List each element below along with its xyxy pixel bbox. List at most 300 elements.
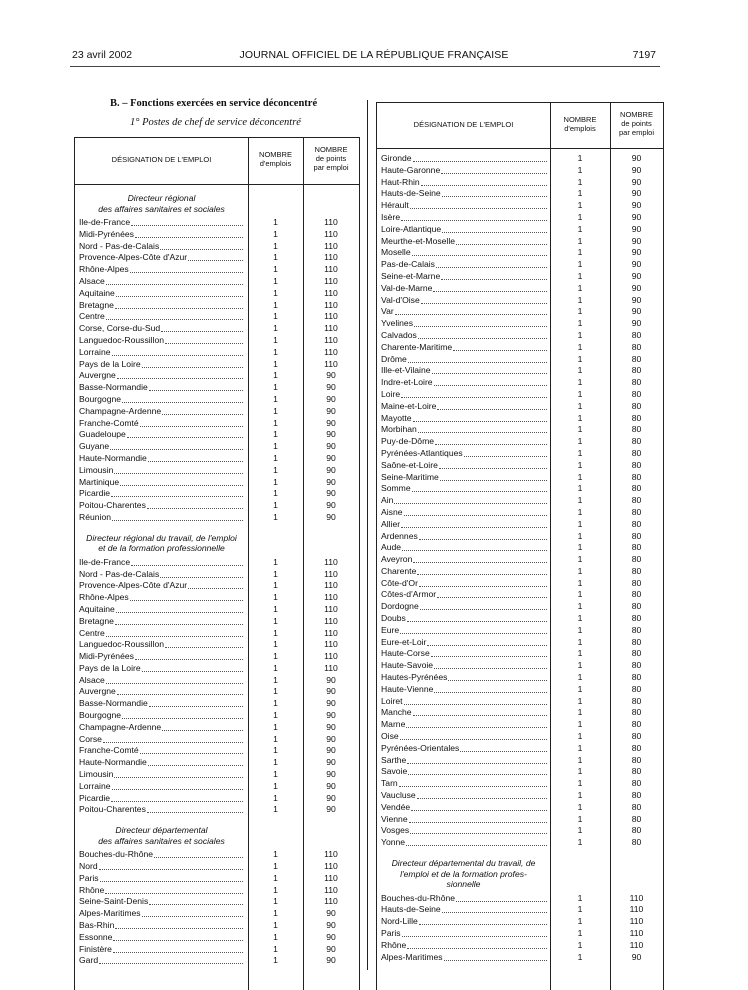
leader-dots [400, 739, 547, 740]
row-designation: Hauts-de-Seine [381, 188, 441, 199]
row-designation: Ille-et-Vilaine [381, 365, 431, 376]
table-row [377, 507, 663, 519]
table-row [377, 295, 663, 307]
leader-dots [162, 414, 243, 415]
row-nombre-points: 90 [326, 780, 336, 791]
table-row [377, 165, 663, 177]
table-row [75, 241, 359, 253]
row-designation: Bourgogne [79, 393, 122, 404]
row-designation: Rhône-Alpes [79, 592, 129, 603]
row-designation: Centre [79, 627, 105, 638]
row-nombre-points: 80 [631, 731, 642, 742]
leader-dots [394, 503, 547, 504]
table-row [75, 885, 359, 897]
row-nombre-emplois: 1 [577, 282, 583, 293]
row-nombre-emplois: 1 [273, 264, 278, 275]
leader-dots [400, 633, 547, 634]
row-designation: Aquitaine [79, 603, 115, 614]
leader-dots [437, 409, 547, 410]
row-nombre-emplois: 1 [273, 580, 278, 591]
table-row [377, 460, 663, 472]
table-row [377, 365, 663, 377]
row-nombre-points: 90 [326, 686, 336, 697]
row-nombre-emplois: 1 [273, 615, 278, 626]
row-designation: Midi-Pyrénées [79, 651, 134, 662]
row-nombre-emplois: 1 [273, 849, 278, 860]
row-nombre-points: 80 [631, 813, 642, 824]
row-nombre-emplois: 1 [273, 769, 278, 780]
leader-dots [417, 574, 547, 575]
row-nombre-emplois: 1 [273, 780, 278, 791]
table-row [75, 500, 359, 512]
row-nombre-points: 90 [631, 200, 642, 211]
table-row [377, 436, 663, 448]
row-nombre-points: 90 [326, 441, 336, 452]
table-row [377, 531, 663, 543]
table-row [377, 952, 663, 964]
row-nombre-points: 110 [324, 240, 338, 251]
table-row [75, 557, 359, 569]
row-designation: Aveyron [381, 554, 413, 565]
row-nombre-points: 90 [326, 500, 336, 511]
row-nombre-points: 90 [631, 223, 642, 234]
row-designation: Seine-Maritime [381, 471, 439, 482]
row-designation: Seine-Saint-Denis [79, 896, 149, 907]
leader-dots [442, 196, 547, 197]
row-nombre-emplois: 1 [273, 441, 278, 452]
leader-dots [404, 704, 547, 705]
row-nombre-emplois: 1 [273, 639, 278, 650]
row-designation: Meurthe-et-Moselle [381, 235, 456, 246]
row-designation: Alpes-Maritimes [381, 951, 443, 962]
leader-dots [106, 636, 243, 637]
row-nombre-emplois: 1 [577, 719, 583, 730]
leader-dots [188, 260, 243, 261]
leader-dots [130, 272, 243, 273]
row-nombre-points: 110 [629, 904, 644, 915]
leader-dots [117, 694, 243, 695]
leader-dots [122, 402, 243, 403]
row-nombre-points: 110 [324, 615, 338, 626]
row-nombre-emplois: 1 [273, 334, 278, 345]
leader-dots [131, 225, 243, 226]
row-designation: Paris [79, 872, 99, 883]
row-nombre-emplois: 1 [273, 884, 278, 895]
row-nombre-emplois: 1 [273, 311, 278, 322]
row-nombre-emplois: 1 [577, 892, 583, 903]
table-row [75, 734, 359, 746]
table-row [75, 698, 359, 710]
row-nombre-points: 90 [631, 282, 642, 293]
row-nombre-emplois: 1 [273, 710, 278, 721]
row-designation: Pas-de-Calais [381, 259, 435, 270]
row-nombre-points: 80 [631, 565, 642, 576]
leader-dots [140, 426, 243, 427]
row-nombre-emplois: 1 [577, 424, 583, 435]
row-nombre-emplois: 1 [577, 400, 583, 411]
row-nombre-emplois: 1 [273, 920, 278, 931]
row-nombre-emplois: 1 [577, 660, 583, 671]
leader-dots [419, 924, 547, 925]
row-designation: Yonne [381, 837, 406, 848]
row-nombre-points: 80 [631, 695, 642, 706]
row-nombre-points: 80 [631, 589, 642, 600]
row-nombre-points: 80 [631, 542, 642, 553]
row-designation: Maine-et-Loire [381, 400, 437, 411]
row-designation: Côte-d'Or [381, 577, 418, 588]
leader-dots [414, 326, 547, 327]
row-nombre-emplois: 1 [577, 801, 583, 812]
leader-dots [460, 751, 547, 752]
leader-dots [162, 730, 243, 731]
row-nombre-points: 90 [631, 318, 642, 329]
row-nombre-emplois: 1 [577, 904, 583, 915]
row-nombre-points: 90 [326, 955, 336, 966]
leader-dots [112, 520, 243, 521]
leader-dots [149, 390, 243, 391]
leader-dots [112, 355, 243, 356]
row-designation: Doubs [381, 613, 406, 624]
row-nombre-emplois: 1 [273, 872, 278, 883]
leader-dots [419, 539, 547, 540]
row-nombre-points: 90 [326, 733, 336, 744]
row-nombre-points: 110 [629, 916, 644, 927]
table-row [377, 330, 663, 342]
row-nombre-emplois: 1 [577, 565, 583, 576]
row-nombre-points: 80 [631, 624, 642, 635]
row-nombre-emplois: 1 [273, 651, 278, 662]
table-row [377, 342, 663, 354]
header-nombre-emplois: NOMBRE d'emplois [259, 150, 292, 168]
row-designation: Basse-Normandie [79, 698, 148, 709]
row-nombre-emplois: 1 [273, 757, 278, 768]
row-nombre-emplois: 1 [273, 896, 278, 907]
table-row [75, 757, 359, 769]
row-nombre-emplois: 1 [577, 601, 583, 612]
row-designation: Auvergne [79, 370, 116, 381]
row-nombre-emplois: 1 [577, 318, 583, 329]
leader-dots [441, 279, 547, 280]
row-designation: Loire-Atlantique [381, 223, 442, 234]
row-nombre-points: 80 [631, 329, 642, 340]
leader-dots [437, 597, 547, 598]
row-nombre-emplois: 1 [577, 927, 583, 938]
row-nombre-points: 110 [324, 334, 338, 345]
row-designation: Vienne [381, 813, 408, 824]
row-designation: Languedoc-Roussillon [79, 639, 165, 650]
leader-dots [421, 303, 547, 304]
leader-dots [434, 668, 547, 669]
row-nombre-points: 90 [326, 488, 336, 499]
row-nombre-points: 110 [324, 568, 338, 579]
row-designation: Puy-de-Dôme [381, 436, 435, 447]
table-row [377, 684, 663, 696]
row-designation: Haute-Vienne [381, 683, 434, 694]
table-row [75, 488, 359, 500]
row-nombre-points: 110 [629, 892, 644, 903]
leader-dots [111, 801, 243, 802]
row-nombre-points: 110 [324, 252, 338, 263]
row-designation: Nord - Pas-de-Calais [79, 568, 160, 579]
table-row [75, 592, 359, 604]
row-nombre-points: 80 [631, 400, 642, 411]
row-designation: Limousin [79, 464, 114, 475]
table-row [377, 283, 663, 295]
row-nombre-emplois: 1 [273, 674, 278, 685]
row-nombre-points: 80 [631, 447, 642, 458]
leader-dots [435, 444, 547, 445]
row-designation: Franche-Comté [79, 745, 139, 756]
table-row [75, 604, 359, 616]
row-nombre-points: 80 [631, 660, 642, 671]
row-nombre-points: 110 [324, 651, 338, 662]
leader-dots [413, 562, 547, 563]
row-designation: Tarn [381, 778, 398, 789]
leader-dots [413, 421, 547, 422]
table-row [75, 675, 359, 687]
header-rule [70, 66, 660, 67]
row-designation: Eure [381, 624, 400, 635]
row-designation: Limousin [79, 769, 114, 780]
row-nombre-emplois: 1 [577, 754, 583, 765]
table-row [377, 613, 663, 625]
table-row [377, 188, 663, 200]
group-title: Directeur régional des affaires sanitaires et sociales [98, 193, 225, 214]
row-nombre-emplois: 1 [577, 837, 583, 848]
page-number: 7197 [632, 49, 656, 61]
row-nombre-points: 90 [631, 176, 642, 187]
leader-dots [456, 244, 547, 245]
leader-dots [160, 577, 243, 578]
row-nombre-emplois: 1 [577, 939, 583, 950]
table-row [75, 429, 359, 441]
leader-dots [131, 565, 243, 566]
leader-dots [434, 692, 547, 693]
row-nombre-points: 110 [324, 299, 338, 310]
row-designation: Savoie [381, 766, 408, 777]
row-designation: Rhône [79, 884, 105, 895]
leader-dots [442, 912, 547, 913]
row-designation: Vosges [381, 825, 410, 836]
row-nombre-points: 80 [631, 825, 642, 836]
row-nombre-points: 90 [326, 452, 336, 463]
row-designation: Pays de la Loire [79, 358, 141, 369]
row-designation: Var [381, 306, 394, 317]
table-row [377, 637, 663, 649]
row-designation: Poitou-Charentes [79, 500, 146, 511]
row-nombre-emplois: 1 [273, 417, 278, 428]
row-designation: Champagne-Ardenne [79, 721, 162, 732]
group-title: Directeur départemental du travail, de l'emploi et de la formation profes- sionnelle [391, 858, 536, 890]
table-row [377, 601, 663, 613]
row-designation: Drôme [381, 353, 407, 364]
row-nombre-emplois: 1 [273, 792, 278, 803]
row-designation: Martinique [79, 476, 120, 487]
row-nombre-emplois: 1 [577, 211, 583, 222]
table-row [377, 200, 663, 212]
table-row [75, 335, 359, 347]
row-nombre-emplois: 1 [577, 436, 583, 447]
table-row [75, 276, 359, 288]
table-row [75, 849, 359, 861]
row-nombre-points: 90 [631, 153, 642, 163]
leader-dots [111, 496, 243, 497]
table-row [75, 616, 359, 628]
row-nombre-points: 90 [326, 370, 336, 381]
row-nombre-points: 80 [631, 801, 642, 812]
row-nombre-emplois: 1 [577, 447, 583, 458]
row-designation: Corse, Corse-du-Sud [79, 323, 161, 334]
leader-dots [399, 786, 547, 787]
leader-dots [106, 284, 243, 285]
table-row [377, 424, 663, 436]
row-nombre-emplois: 1 [273, 943, 278, 954]
row-designation: Poitou-Charentes [79, 804, 146, 815]
table-row [75, 651, 359, 663]
leader-dots [411, 810, 547, 811]
row-nombre-emplois: 1 [577, 825, 583, 836]
right-table-header [377, 103, 663, 149]
leader-dots [412, 255, 547, 256]
row-designation: Ile-de-France [79, 556, 131, 567]
table-row [75, 920, 359, 932]
row-nombre-points: 110 [324, 358, 338, 369]
row-nombre-emplois: 1 [577, 672, 583, 683]
row-nombre-emplois: 1 [577, 951, 583, 962]
row-nombre-points: 110 [324, 662, 338, 673]
row-nombre-points: 80 [631, 790, 642, 801]
row-nombre-points: 80 [631, 648, 642, 659]
row-designation: Nord - Pas-de-Calais [79, 240, 160, 251]
row-nombre-emplois: 1 [577, 365, 583, 376]
row-nombre-points: 90 [326, 393, 336, 404]
row-designation: Moselle [381, 247, 411, 258]
leader-dots [140, 753, 243, 754]
table-row [75, 347, 359, 359]
row-nombre-emplois: 1 [577, 518, 583, 529]
row-nombre-emplois: 1 [577, 259, 583, 270]
row-designation: Val-de-Marne [381, 282, 433, 293]
row-nombre-points: 90 [326, 417, 336, 428]
row-nombre-emplois: 1 [273, 464, 278, 475]
table-row [75, 769, 359, 781]
row-designation: Bretagne [79, 615, 114, 626]
row-designation: Picardie [79, 488, 111, 499]
table-row [75, 908, 359, 920]
row-nombre-emplois: 1 [577, 577, 583, 588]
row-nombre-points: 80 [631, 530, 642, 541]
row-designation: Yvelines [381, 318, 414, 329]
row-nombre-emplois: 1 [577, 554, 583, 565]
row-nombre-emplois: 1 [273, 627, 278, 638]
row-nombre-points: 80 [631, 601, 642, 612]
table-row [377, 177, 663, 189]
table-row [75, 229, 359, 241]
row-designation: Finistère [79, 943, 112, 954]
header-nombre-emplois: NOMBRE d'emplois [563, 115, 597, 133]
row-nombre-points: 110 [324, 311, 338, 322]
table-row [377, 731, 663, 743]
row-nombre-emplois: 1 [273, 603, 278, 614]
group-title: Directeur départemental des affaires sanitaires et sociales [98, 825, 225, 846]
row-designation: Morbihan [381, 424, 417, 435]
row-nombre-emplois: 1 [577, 353, 583, 364]
row-nombre-points: 110 [324, 872, 338, 883]
table-row [377, 554, 663, 566]
table-row [377, 837, 663, 849]
row-nombre-points: 80 [631, 719, 642, 730]
row-designation: Charente [381, 565, 417, 576]
row-designation: Pays de la Loire [79, 662, 141, 673]
row-nombre-emplois: 1 [273, 323, 278, 334]
row-nombre-emplois: 1 [273, 511, 278, 522]
row-designation: Alsace [79, 674, 105, 685]
row-nombre-emplois: 1 [273, 429, 278, 440]
header-designation: DÉSIGNATION DE L'EMPLOI [111, 155, 212, 164]
row-designation: Haute-Corse [381, 648, 430, 659]
row-nombre-emplois: 1 [273, 299, 278, 310]
row-nombre-points: 90 [631, 306, 642, 317]
row-nombre-points: 110 [324, 217, 338, 227]
row-designation: Côtes-d'Armor [381, 589, 437, 600]
row-designation: Haute-Normandie [79, 757, 147, 768]
row-designation: Val-d'Oise [381, 294, 420, 305]
leader-dots [432, 373, 547, 374]
row-nombre-emplois: 1 [577, 412, 583, 423]
row-nombre-points: 80 [631, 837, 642, 848]
row-designation: Marne [381, 719, 406, 730]
row-nombre-points: 80 [631, 636, 642, 647]
row-designation: Haute-Garonne [381, 164, 441, 175]
row-nombre-points: 110 [324, 556, 338, 567]
header-designation: DÉSIGNATION DE L'EMPLOI [413, 120, 514, 129]
row-nombre-emplois: 1 [577, 341, 583, 352]
leader-dots [431, 656, 547, 657]
table-row [377, 696, 663, 708]
leader-dots [115, 308, 243, 309]
row-nombre-emplois: 1 [577, 695, 583, 706]
table-row [75, 311, 359, 323]
leader-dots [160, 249, 243, 250]
table-row [75, 639, 359, 651]
row-nombre-emplois: 1 [577, 188, 583, 199]
column-divider [367, 100, 368, 970]
row-nombre-points: 80 [631, 495, 642, 506]
leader-dots [408, 774, 547, 775]
row-nombre-points: 90 [326, 721, 336, 732]
table-row [377, 755, 663, 767]
row-nombre-emplois: 1 [273, 721, 278, 732]
row-nombre-emplois: 1 [273, 686, 278, 697]
row-nombre-points: 80 [631, 471, 642, 482]
row-nombre-points: 110 [629, 939, 644, 950]
row-designation: Calvados [381, 329, 417, 340]
leader-dots [401, 527, 547, 528]
leader-dots [113, 952, 243, 953]
leader-dots [418, 432, 547, 433]
leader-dots [114, 473, 243, 474]
leader-dots [406, 727, 547, 728]
row-nombre-emplois: 1 [577, 495, 583, 506]
row-nombre-emplois: 1 [577, 648, 583, 659]
row-designation: Saône-et-Loire [381, 459, 438, 470]
table-row [75, 745, 359, 757]
row-nombre-emplois: 1 [577, 247, 583, 258]
leader-dots [142, 916, 243, 917]
row-nombre-points: 80 [631, 483, 642, 494]
leader-dots [421, 185, 547, 186]
table-row [75, 382, 359, 394]
